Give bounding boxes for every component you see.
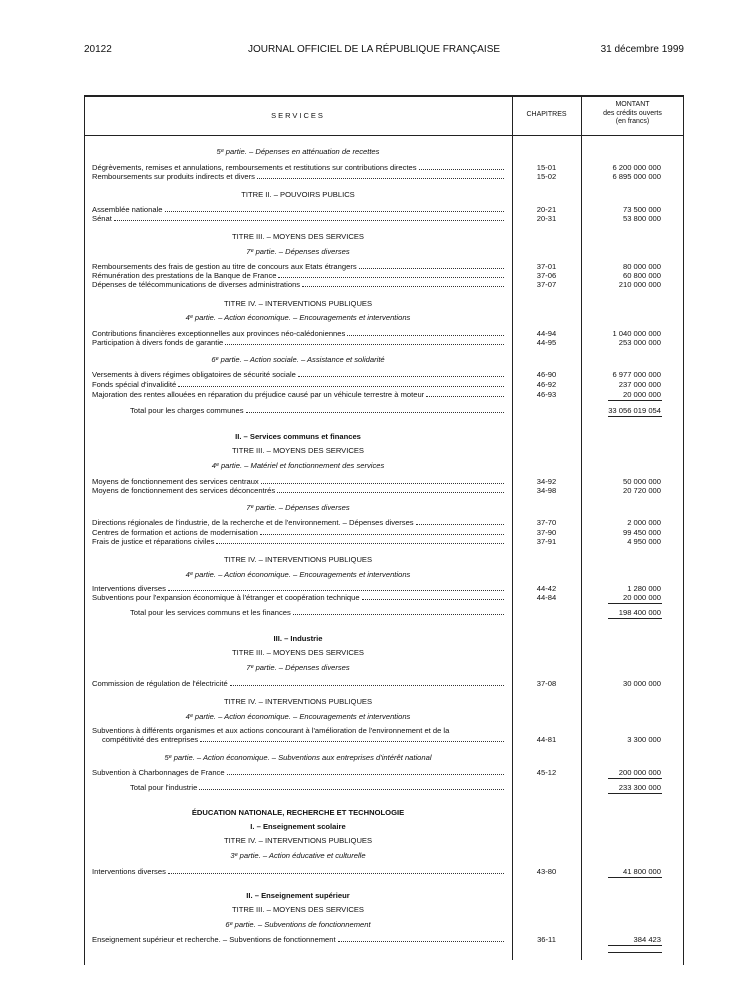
row-amount: 6 977 000 000 [612,370,661,379]
table-row [92,390,506,399]
section-heading: TITRE IV. – INTERVENTIONS PUBLIQUES [223,555,373,564]
row-label: Commission de régulation de l'électricité [92,679,228,688]
row-chapter: 34-98 [536,486,557,495]
row-chapter: 45-12 [536,768,557,777]
row-label: Versements à divers régimes obligatoires de sécurité sociale [92,370,296,379]
total-rule [608,416,662,417]
row-amount: 41 800 000 [622,867,661,876]
row-amount: 1 280 000 [627,584,661,593]
row-chapter: 44-84 [536,593,557,602]
header-separator [84,135,684,136]
row-chapter: 44-94 [536,329,557,338]
row-chapter: 37-70 [536,518,557,527]
row-label: Directions régionales de l'industrie, de la recherche et de l'environnement. – Dépenses diverses [92,518,414,527]
row-chapter: 36-11 [537,935,556,944]
row-label: Total pour les charges communes [130,406,244,415]
row-amount: 210 000 000 [618,280,661,289]
table-row [92,679,506,688]
section-subheading: 5ᵉ partie. – Action économique. – Subventions aux entreprises d'intérêt national [164,753,432,762]
section-heading: TITRE III. – MOYENS DES SERVICES [232,905,364,914]
row-label: Dégrèvements, remises et annulations, remboursements et restitutions sur contributions directes [92,163,417,172]
total-rule [608,952,662,953]
total-rule [608,618,662,619]
section-heading: TITRE III. – MOYENS DES SERVICES [232,648,364,657]
total-rule [608,877,662,878]
row-amount: 30 000 000 [622,679,661,688]
row-label: Majoration des rentes allouées en réparation du préjudice causé par un véhicule terrestre à moteur [92,390,425,399]
total-amount: 33 056 019 054 [608,406,661,415]
section-subheading: 4ᵉ partie. – Action économique. – Encouragements et interventions [185,712,411,721]
row-label: Assemblée nationale [92,205,163,214]
montant-line-2: des crédits ouverts [603,109,662,117]
row-label: Enseignement supérieur et recherche. – Subventions de fonctionnement [92,935,336,944]
table-row [92,262,506,271]
section-subheading: 7ᵉ partie. – Dépenses diverses [246,503,350,512]
row-label: Interventions diverses [92,584,166,593]
section-heading: 5ᵉ partie. – Dépenses en atténuation de recettes [216,147,380,156]
section-subheading: 6ᵉ partie. – Subventions de fonctionnement [225,920,371,929]
table-row [92,172,506,181]
section-heading: I. – Enseignement scolaire [250,822,346,831]
row-amount: 50 000 000 [622,477,661,486]
total-row [130,608,506,617]
row-amount: 6 200 000 000 [612,163,661,172]
table-row [92,214,506,223]
table-row [92,726,506,735]
total-rule [608,778,662,779]
row-amount: 99 450 000 [622,528,661,537]
table-row [92,867,506,876]
section-heading: TITRE III. – MOYENS DES SERVICES [232,232,364,241]
section-subheading: 3ᵉ partie. – Action éducative et culturelle [230,851,366,860]
column-divider [581,95,582,960]
section-heading: TITRE IV. – INTERVENTIONS PUBLIQUES [223,836,373,845]
row-amount: 20 000 000 [622,593,661,602]
row-chapter: 44-81 [536,735,557,744]
table-row [92,593,506,602]
total-rule [608,400,662,401]
row-amount: 3 300 000 [627,735,661,744]
row-label: Rémunération des prestations de la Banque de France [92,271,277,280]
column-header-services: SERVICES [271,111,325,120]
row-label: Subvention à Charbonnages de France [92,768,225,777]
row-label: Centres de formation et actions de modernisation [92,528,258,537]
section-subheading: 6ᵉ partie. – Action sociale. – Assistance et solidarité [211,355,385,364]
row-chapter: 37-90 [536,528,557,537]
row-chapter: 20-31 [536,214,557,223]
table-row [92,280,506,289]
row-amount: 200 000 000 [618,768,661,777]
row-chapter: 34-92 [536,477,557,486]
row-amount: 80 000 000 [622,262,661,271]
row-amount: 6 895 000 000 [612,172,661,181]
row-amount: 1 040 000 000 [612,329,661,338]
row-label: Total pour l'industrie [130,783,198,792]
montant-line-3: (en francs) [615,118,650,125]
section-heading: II. – Services communs et finances [235,432,361,441]
total-amount: 198 400 000 [618,608,661,617]
section-subheading: 4ᵉ partie. – Matériel et fonctionnement des services [211,461,385,470]
table-row [92,537,506,546]
column-header-chapitres: CHAPITRES [526,111,567,118]
section-subheading: 7ᵉ partie. – Dépenses diverses [246,663,350,672]
row-chapter: 37-08 [536,679,557,688]
row-chapter: 46-92 [536,380,557,389]
total-rule [608,793,662,794]
row-chapter: 44-42 [536,584,557,593]
total-row [130,783,506,792]
section-heading: TITRE IV. – INTERVENTIONS PUBLIQUES [223,697,373,706]
row-label: Subventions à différents organismes et aux actions concourant à l'amélioration de l'environnement et de la [92,726,450,735]
row-amount: 60 800 000 [622,271,661,280]
row-label: Moyens de fonctionnement des services centraux [92,477,259,486]
table-row [92,935,506,944]
table-row [102,735,506,744]
table-row [92,584,506,593]
row-chapter: 20-21 [536,205,557,214]
row-label: Subventions pour l'expansion économique à l'étranger et coopération technique [92,593,360,602]
row-label: Interventions diverses [92,867,166,876]
row-chapter: 37-07 [536,280,557,289]
issue-date: 31 décembre 1999 [600,44,684,55]
row-amount: 384 423 [633,935,661,944]
row-amount: 53 800 000 [622,214,661,223]
row-label: Dépenses de télécommunications de diverses administrations [92,280,301,289]
row-amount: 2 000 000 [627,518,661,527]
table-row [92,205,506,214]
table-row [92,271,506,280]
table-row [92,163,506,172]
table-row [92,518,506,527]
row-amount: 20 000 000 [622,390,661,399]
montant-line-1: MONTANT [615,101,650,108]
row-label: Sénat [92,214,112,223]
table-row [92,329,506,338]
row-label: Participation à divers fonds de garantie [92,338,224,347]
row-amount: 4 950 000 [627,537,661,546]
row-label: Contributions financières exceptionnelles aux provinces néo-calédoniennes [92,329,346,338]
journal-title: JOURNAL OFFICIEL DE LA RÉPUBLIQUE FRANÇAISE [247,44,501,55]
section-subheading: 4ᵉ partie. – Action économique. – Encouragements et interventions [185,570,411,579]
row-chapter: 43-80 [536,867,557,876]
section-heading: II. – Enseignement supérieur [246,891,350,900]
row-chapter: 46-90 [536,370,557,379]
section-subheading: 7ᵉ partie. – Dépenses diverses [246,247,350,256]
row-label: compétitivité des entreprises [102,735,199,744]
section-heading: TITRE III. – MOYENS DES SERVICES [232,446,364,455]
table-row [92,768,506,777]
total-rule [608,945,662,946]
row-chapter: 46-93 [536,390,557,399]
row-chapter: 37-01 [536,262,557,271]
table-row [92,477,506,486]
total-row [130,406,506,415]
row-amount: 73 500 000 [622,205,661,214]
total-amount: 233 300 000 [618,783,661,792]
row-label: Fonds spécial d'invalidité [92,380,177,389]
row-chapter: 15-02 [536,172,557,181]
row-label: Remboursements sur produits indirects et divers [92,172,255,181]
total-rule [608,603,662,604]
row-chapter: 37-06 [536,271,557,280]
table-row [92,380,506,389]
page-number: 20122 [84,44,112,55]
section-heading: ÉDUCATION NATIONALE, RECHERCHE ET TECHNOLOGIE [191,808,405,817]
row-label: Total pour les services communs et les finances [130,608,291,617]
row-chapter: 37-91 [536,537,557,546]
section-subheading: 4ᵉ partie. – Action économique. – Encouragements et interventions [185,313,411,322]
row-chapter: 15-01 [536,163,557,172]
section-heading: TITRE II. – POUVOIRS PUBLICS [241,190,355,199]
row-label: Frais de justice et réparations civiles [92,537,215,546]
row-amount: 237 000 000 [618,380,661,389]
table-row [92,370,506,379]
section-heading: III. – Industrie [273,634,323,643]
row-label: Moyens de fonctionnement des services déconcentrés [92,486,276,495]
row-chapter: 44-95 [536,338,557,347]
row-amount: 253 000 000 [618,338,661,347]
section-heading: TITRE IV. – INTERVENTIONS PUBLIQUES [223,299,373,308]
table-row [92,486,506,495]
row-label: Remboursements des frais de gestion au titre de concours aux Etats étrangers [92,262,357,271]
row-amount: 20 720 000 [622,486,661,495]
table-row [92,528,506,537]
column-header-montant [581,101,684,127]
table-row [92,338,506,347]
